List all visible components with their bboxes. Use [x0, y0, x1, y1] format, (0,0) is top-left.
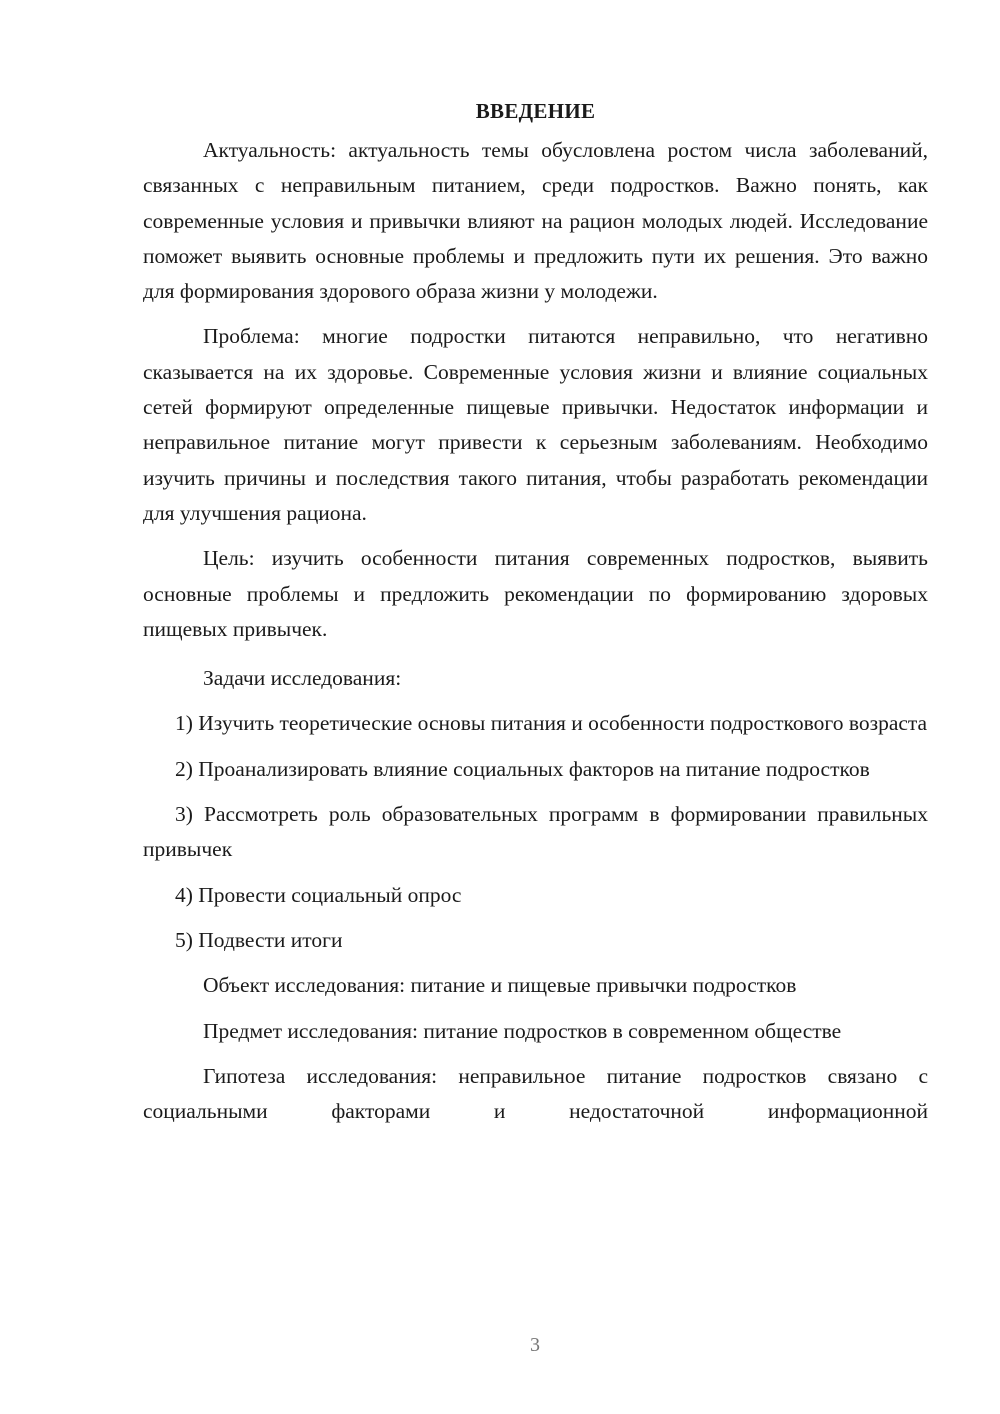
object-paragraph: Объект исследования: питание и пищевые привычки подростков: [203, 973, 797, 998]
task-item-2: 2) Проанализировать влияние социальных факторов на питание подростков: [175, 756, 870, 781]
tasks-heading: Задачи исследования:: [203, 666, 402, 691]
page-number: 3: [530, 1334, 540, 1356]
subject-paragraph: Предмет исследования: питание подростков в современном обществе: [203, 1018, 842, 1043]
hypothesis-paragraph: Гипотеза исследования: неправильное питание подростков связано с социальными факторами и недостаточной информационной: [143, 1063, 928, 1124]
goal-paragraph: Цель: изучить особенности питания современных подростков, выявить основные проблемы и предложить рекомендации по формированию здоровых пищевых привычек.: [143, 546, 928, 641]
problem-paragraph: Проблема: многие подростки питаются неправильно, что негативно сказывается на их здоровье. Современные условия жизни и влияние социальных сетей формируют определенные пищевые привычки. Недостаток информации и неправильное питание могут привести к серьезным заболеваниям. Необходимо изучить причины и последствия такого питания, чтобы разработать рекомендации для улучшения рациона.: [143, 324, 928, 525]
relevance-paragraph: Актуальность: актуальность темы обусловлена ростом числа заболеваний, связанных с неправильным питанием, среди подростков. Важно понять, как современные условия и привычки влияют на рацион молодых людей. Исследование поможет выявить основные проблемы и предложить пути их решения. Это важно для формирования здорового образа жизни у молодежи.: [143, 138, 928, 304]
task-item-1: 1) Изучить теоретические основы питания и особенности подросткового возраста: [175, 711, 928, 736]
task-item-3: 3) Рассмотреть роль образовательных программ в формировании правильных привычек: [143, 802, 928, 862]
task-item-4: 4) Провести социальный опрос: [175, 882, 462, 907]
page-title: ВВЕДЕНИЕ: [475, 99, 596, 123]
task-item-5: 5) Подвести итоги: [175, 927, 343, 952]
page-content: [143, 95, 928, 1129]
